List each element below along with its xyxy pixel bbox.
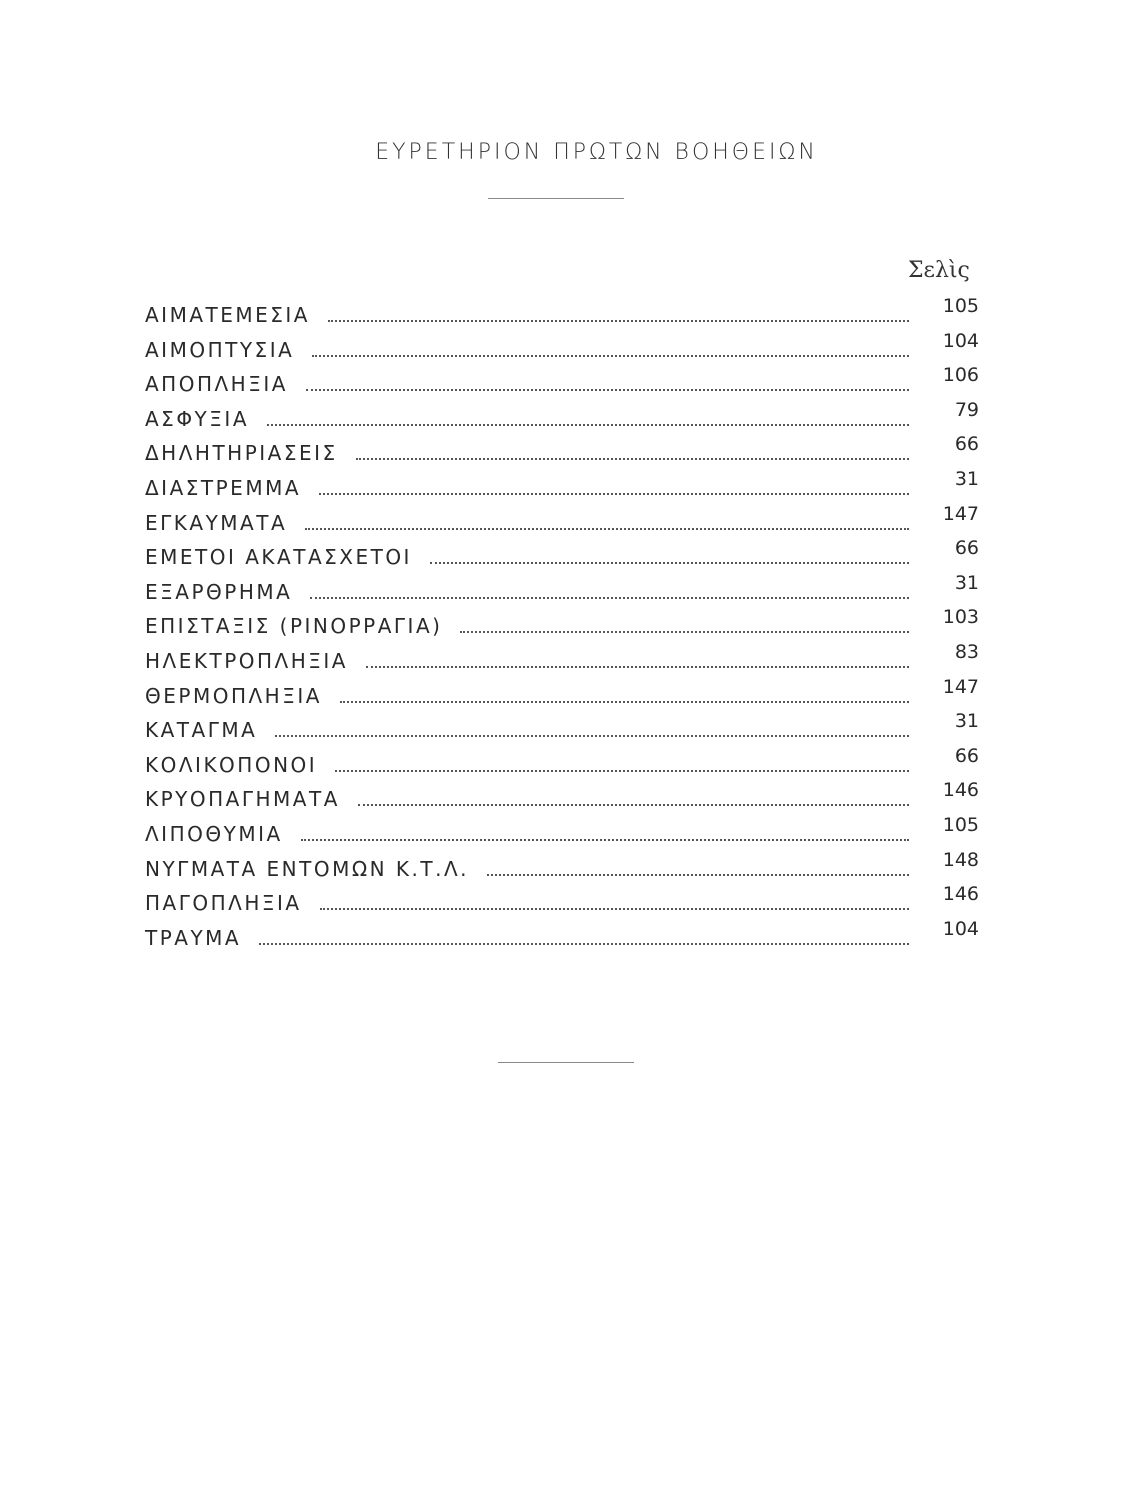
index-entry [145, 398, 985, 442]
dot-leader [319, 493, 909, 495]
dot-leader [366, 666, 909, 668]
entry-page: 103 [942, 606, 979, 629]
index-entry [145, 779, 985, 822]
index-entry [145, 364, 985, 407]
entry-page: 104 [942, 329, 979, 352]
entry-page: 105 [942, 295, 979, 317]
entry-page: 148 [942, 848, 979, 871]
entry-label: ΑΙΜΑΤΕΜΕΣΙΑ [145, 303, 310, 327]
index-entry [145, 640, 985, 684]
index-entry [145, 917, 985, 961]
index-entry [145, 433, 985, 476]
entry-page: 66 [954, 744, 979, 767]
index-entry [145, 744, 985, 788]
entry-label: ΘΕΡΜΟΠΛΗΞΙΑ [145, 683, 322, 708]
dot-leader [340, 701, 909, 703]
index-entry [145, 295, 985, 338]
index-entry [145, 675, 985, 719]
dot-leader [487, 874, 909, 876]
page-column-header: Σελὶς [908, 258, 970, 283]
index-entry [145, 848, 985, 892]
entry-page: 106 [942, 364, 979, 387]
entry-label: ΑΠΟΠΛΗΞΙΑ [145, 372, 288, 397]
entry-label: ΑΣΦΥΞΙΑ [145, 406, 249, 431]
top-divider [488, 198, 624, 199]
entry-page: 104 [942, 917, 979, 940]
entry-page: 31 [954, 467, 979, 490]
dot-leader [259, 943, 909, 945]
entry-label: ΤΡΑΥΜΑ [145, 925, 242, 950]
entry-label: ΕΞΑΡΘΡΗΜΑ [145, 579, 293, 604]
entry-page: 83 [954, 640, 979, 663]
dot-leader [430, 562, 909, 564]
entry-label: ΑΙΜΟΠΤΥΣΙΑ [145, 337, 295, 362]
index-entry [145, 883, 985, 926]
entry-label: ΚΡΥΟΠΑΓΗΜΑΤΑ [145, 787, 340, 812]
index-entry [145, 571, 985, 615]
entry-label: ΚΟΛΙΚΟΠΟΝΟΙ [145, 752, 318, 777]
entry-page: 79 [954, 398, 979, 421]
entry-label: ΛΙΠΟΘΥΜΙΑ [145, 821, 283, 846]
dot-leader [460, 631, 909, 633]
entry-page: 31 [954, 571, 979, 594]
entry-page: 31 [954, 710, 979, 733]
index-entry [145, 813, 985, 857]
entry-page: 66 [954, 433, 979, 456]
entry-page: 146 [942, 883, 979, 906]
entry-page: 147 [942, 675, 979, 698]
dot-leader [306, 389, 909, 391]
index-entry [145, 329, 985, 373]
dot-leader [312, 355, 909, 357]
entry-label: ΗΛΕΚΤΡΟΠΛΗΞΙΑ [145, 648, 348, 673]
bottom-divider [498, 1062, 634, 1063]
entry-label: ΝΥΓΜΑΤΑ ΕΝΤΟΜΩΝ Κ.Τ.Λ. [145, 856, 470, 881]
dot-leader [320, 908, 909, 910]
entry-label: ΠΑΓΟΠΛΗΞΙΑ [145, 891, 302, 916]
dot-leader [356, 458, 909, 460]
dot-leader [305, 528, 909, 530]
entry-label: ΕΜΕΤΟΙ ΑΚΑΤΑΣΧΕΤΟΙ [145, 545, 412, 570]
dot-leader [328, 320, 909, 322]
dot-leader [267, 424, 909, 426]
dot-leader [275, 735, 909, 737]
dot-leader [335, 770, 909, 772]
entry-page: 146 [942, 779, 979, 802]
entry-page: 66 [954, 537, 979, 560]
index-entry [145, 502, 985, 546]
entry-page: 105 [942, 813, 979, 836]
index-entry [145, 606, 985, 649]
index-entry [145, 467, 985, 511]
index-list [145, 295, 985, 960]
entry-label: ΕΓΚΑΥΜΑΤΑ [145, 510, 288, 535]
page-title: ΕΥΡΕΤΗΡΙΟΝ ΠΡΩΤΩΝ ΒΟΗΘΕΙΩΝ [375, 140, 818, 165]
dot-leader [301, 839, 909, 841]
entry-label: ΔΗΛΗΤΗΡΙΑΣΕΙΣ [145, 441, 338, 466]
index-entry [145, 537, 985, 580]
entry-page: 147 [942, 502, 979, 525]
entry-label: ΕΠΙΣΤΑΞΙΣ (ΡΙΝΟΡΡΑΓΙΑ) [145, 614, 443, 639]
dot-leader [358, 804, 909, 806]
entry-label: ΚΑΤΑΓΜΑ [145, 718, 258, 743]
dot-leader [310, 597, 909, 599]
index-entry [145, 710, 985, 753]
entry-label: ΔΙΑΣΤΡΕΜΜΑ [145, 475, 302, 500]
